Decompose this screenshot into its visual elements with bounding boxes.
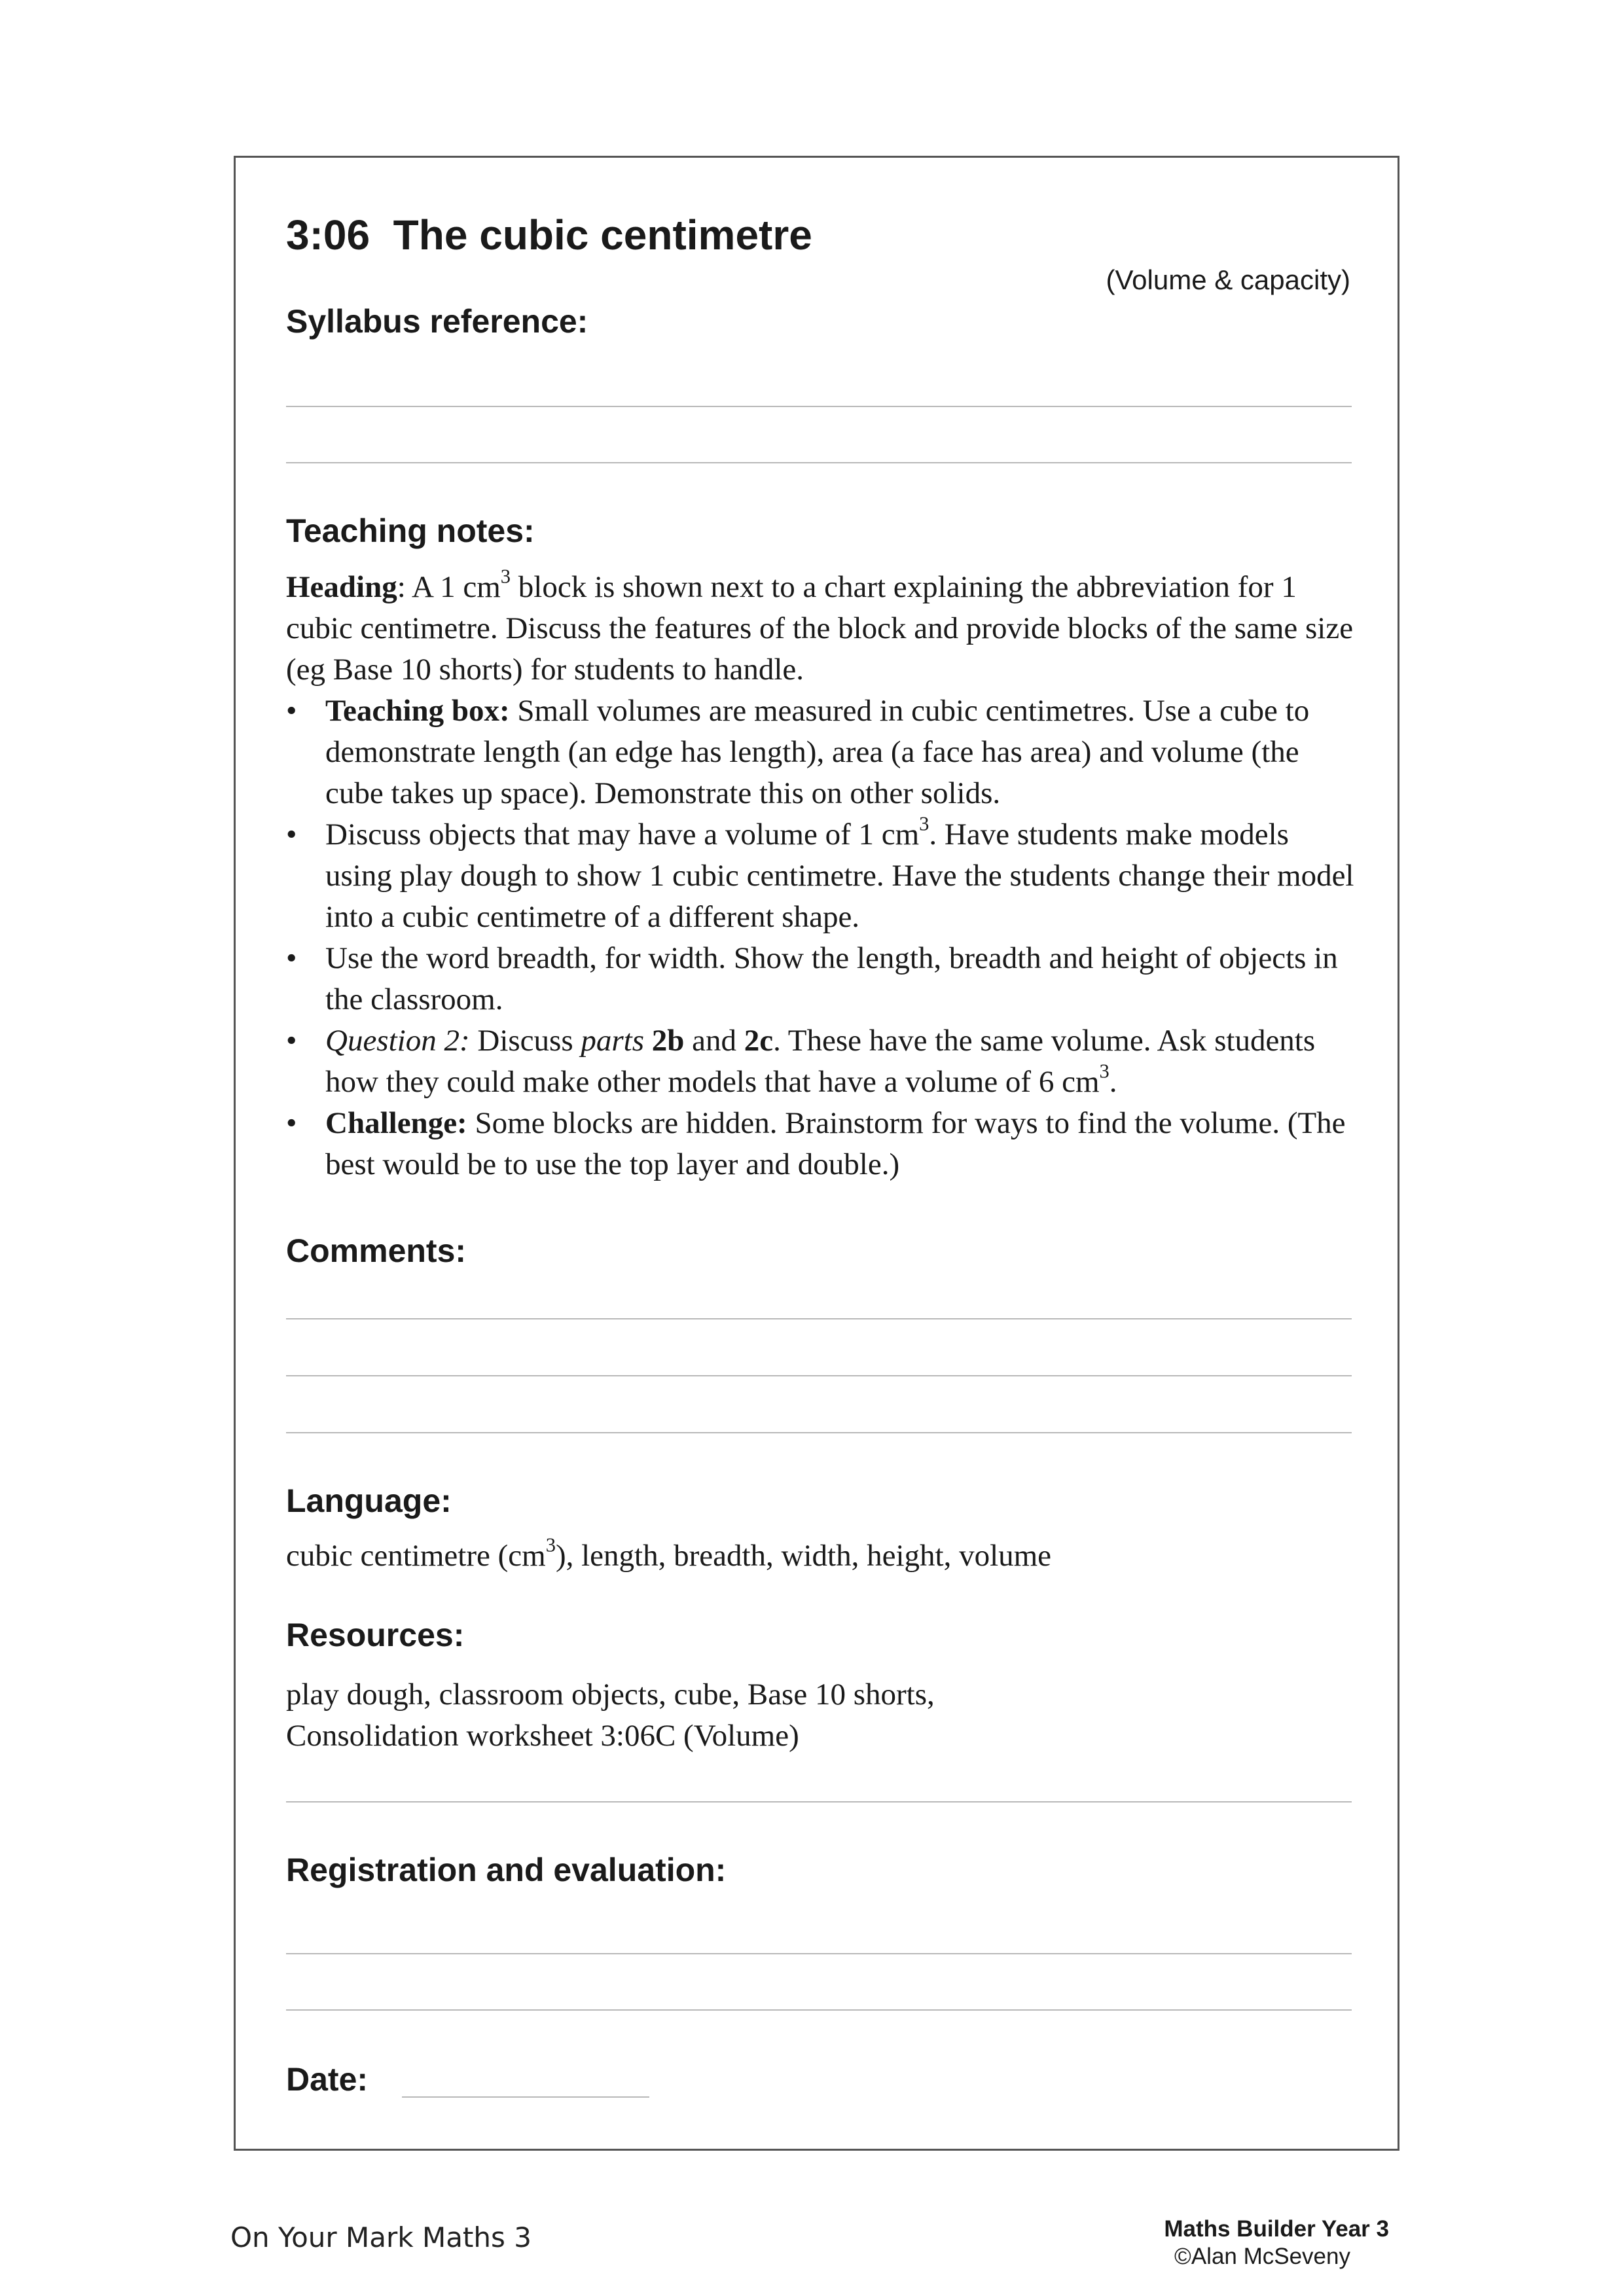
challenge-bold: Challenge: xyxy=(325,1106,467,1140)
resources-line-2: Consolidation worksheet 3:06C (Volume) xyxy=(286,1719,799,1753)
language-sup: 3 xyxy=(545,1534,556,1556)
registration-heading: Registration and evaluation: xyxy=(286,1852,727,1888)
challenge-text: Some blocks are hidden. Brainstorm for ways to find the volume. (The best would be to use the top layer and double.) xyxy=(325,1106,1346,1181)
date-line xyxy=(402,2096,649,2098)
page-title: 3:06 The cubic centimetre xyxy=(286,211,812,259)
footer-copyright: ©Alan McSeveny xyxy=(1174,2244,1350,2269)
teaching-box-bold: Teaching box: xyxy=(325,694,510,728)
intro-text-2: block is shown next to a chart explaining the abbreviation for 1 cubic centimetre. Discuss the features of the block and provide blocks of the same size (eg Base 10 shorts) for students to handle. xyxy=(286,570,1354,687)
resources-line xyxy=(286,1801,1352,1803)
syllabus-line-1 xyxy=(286,406,1352,407)
teaching-notes-heading: Teaching notes: xyxy=(286,512,535,549)
list-item xyxy=(286,691,1360,814)
resources-line-1: play dough, classroom objects, cube, Base 10 shorts, xyxy=(286,1677,935,1712)
teaching-box-text: Small volumes are measured in cubic centimetres. Use a cube to demonstrate length (an edge has length), area (a face has area) and volume (the cube takes up space). Demonstrate this on other solids. xyxy=(325,694,1310,810)
resources-heading: Resources: xyxy=(286,1617,465,1653)
list-item xyxy=(286,1020,1360,1103)
question-text-2 xyxy=(644,1024,652,1058)
question-label: Question 2: xyxy=(325,1024,470,1058)
intro-sup: 3 xyxy=(500,565,511,588)
language-heading: Language: xyxy=(286,1482,452,1519)
part-2b: 2b xyxy=(651,1024,685,1058)
syllabus-line-2 xyxy=(286,462,1352,463)
intro-bold: Heading xyxy=(286,570,397,604)
comments-heading: Comments: xyxy=(286,1232,467,1269)
list-item xyxy=(286,814,1360,938)
list-item xyxy=(286,938,1360,1020)
list-item xyxy=(286,1103,1360,1185)
topic-label: (Volume & capacity) xyxy=(1106,264,1350,295)
language-text-1: cubic centimetre (cm xyxy=(286,1539,546,1573)
parts-label: parts xyxy=(581,1024,644,1058)
objects-text-2: . Have students make models using play dough to show 1 cubic centimetre. Have the students change their model into a cubic centimetre of a different shape. xyxy=(325,817,1354,934)
registration-line-2 xyxy=(286,2009,1352,2011)
syllabus-heading: Syllabus reference: xyxy=(286,303,588,340)
comments-line-3 xyxy=(286,1432,1352,1433)
question-text-3: and xyxy=(684,1024,744,1058)
objects-sup: 3 xyxy=(919,812,929,835)
date-label: Date: xyxy=(286,2061,369,2098)
part-2c: 2c xyxy=(744,1024,774,1058)
objects-text-1: Discuss objects that may have a volume of 1 cm xyxy=(325,817,920,852)
language-text xyxy=(286,1535,1051,1577)
teaching-notes-intro xyxy=(286,567,1360,691)
registration-line-1 xyxy=(286,1953,1352,1954)
language-text-2: ), length, breadth, width, height, volume xyxy=(555,1539,1052,1573)
teaching-notes-list xyxy=(286,691,1360,1185)
footer-left: On Your Mark Maths 3 xyxy=(230,2221,532,2253)
intro-text-1: : A 1 cm xyxy=(397,570,501,604)
footer-right-title: Maths Builder Year 3 xyxy=(1164,2216,1389,2242)
comments-line-2 xyxy=(286,1375,1352,1376)
question-sup: 3 xyxy=(1099,1060,1110,1083)
question-text-4: . These have the same volume. Ask students how they could make other models that have a volume of 6 cm xyxy=(325,1024,1316,1099)
question-text-1: Discuss xyxy=(469,1024,581,1058)
comments-line-1 xyxy=(286,1318,1352,1319)
breadth-text: Use the word breadth, for width. Show the length, breadth and height of objects in the classroom. xyxy=(325,941,1338,1016)
question-text-5: . xyxy=(1109,1065,1117,1099)
